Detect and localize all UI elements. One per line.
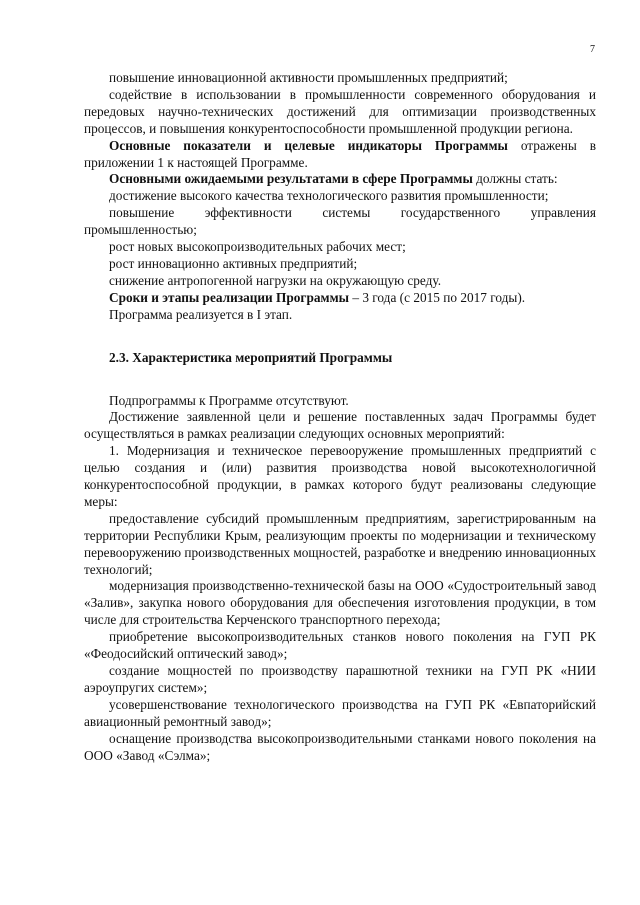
- paragraph: модернизация производственно-технической базы на ООО «Судостроительный завод «Залив», закупка нового оборудования для обеспечения изготовления продукции, в том числе для строительства Керченского транспортного перехода;: [84, 578, 596, 628]
- paragraph: достижение высокого качества технологического развития промышленности;: [109, 188, 549, 204]
- paragraph: снижение антропогенной нагрузки на окружающую среду.: [109, 272, 442, 288]
- paragraph: [84, 138, 596, 172]
- bold-phrase: Основные показатели и целевые индикаторы Программы: [109, 137, 508, 153]
- paragraph-text: – 3 года (с 2015 по 2017 годы).: [349, 289, 526, 305]
- paragraph: [84, 290, 596, 307]
- bold-phrase: Сроки и этапы реализации Программы: [109, 289, 350, 305]
- paragraph: усовершенствование технологического производства на ГУП РК «Евпаторийский авиационный ремонтный завод»;: [84, 696, 596, 729]
- paragraph: рост инновационно активных предприятий;: [109, 255, 358, 271]
- paragraph: Программа реализуется в I этап.: [109, 306, 293, 322]
- paragraph: оснащение производства высокопроизводительными станками нового поколения на ООО «Завод «Сэлма»;: [84, 730, 596, 763]
- paragraph: [84, 171, 596, 188]
- bold-phrase: Основными ожидаемыми результатами в сфере Программы: [109, 171, 473, 187]
- paragraph: рост новых высокопроизводительных рабочих мест;: [109, 239, 406, 255]
- paragraph: содействие в использовании в промышленности современного оборудования и передовых научно-технических достижений для оптимизации производственных процессов, и повышения конкурентоспособности промышленной продукции региона.: [84, 86, 596, 136]
- paragraph: создание мощностей по производству парашютной техники на ГУП РК «НИИ аэроупругих систем»;: [84, 663, 596, 695]
- paragraph: Достижение заявленной цели и решение поставленных задач Программы будет осуществляться в рамках реализации следующих основных мероприятий:: [84, 409, 596, 442]
- page-number: 7: [590, 44, 595, 55]
- document-body: [84, 70, 596, 764]
- paragraph-text: отражены в приложении 1 к настоящей Программе.: [84, 137, 596, 170]
- paragraph: 1. Модернизация и техническое перевооружение промышленных предприятий с целью создания и (или) развития производства новой высокотехнологичной конкурентоспособной продукции, в рамках которого будут реализованы следующие меры:: [84, 443, 596, 509]
- section-heading: 2.3. Характеристика мероприятий Программы: [109, 349, 393, 365]
- paragraph-text: должны стать:: [472, 171, 558, 187]
- paragraph: приобретение высокопроизводительных станков нового поколения на ГУП РК «Феодосийский оптический завод»;: [84, 629, 596, 662]
- paragraph: Подпрограммы к Программе отсутствуют.: [109, 392, 349, 408]
- paragraph: повышение инновационной активности промышленных предприятий;: [109, 70, 508, 85]
- paragraph: предоставление субсидий промышленным предприятиям, зарегистрированным на территории Республики Крым, реализующим проекты по модернизации и техническому перевооружению производственных мощностей, разработке и внедрению инновационных технологий;: [84, 510, 596, 577]
- paragraph: повышение эффективности системы государственного управления промышленностью;: [84, 205, 596, 238]
